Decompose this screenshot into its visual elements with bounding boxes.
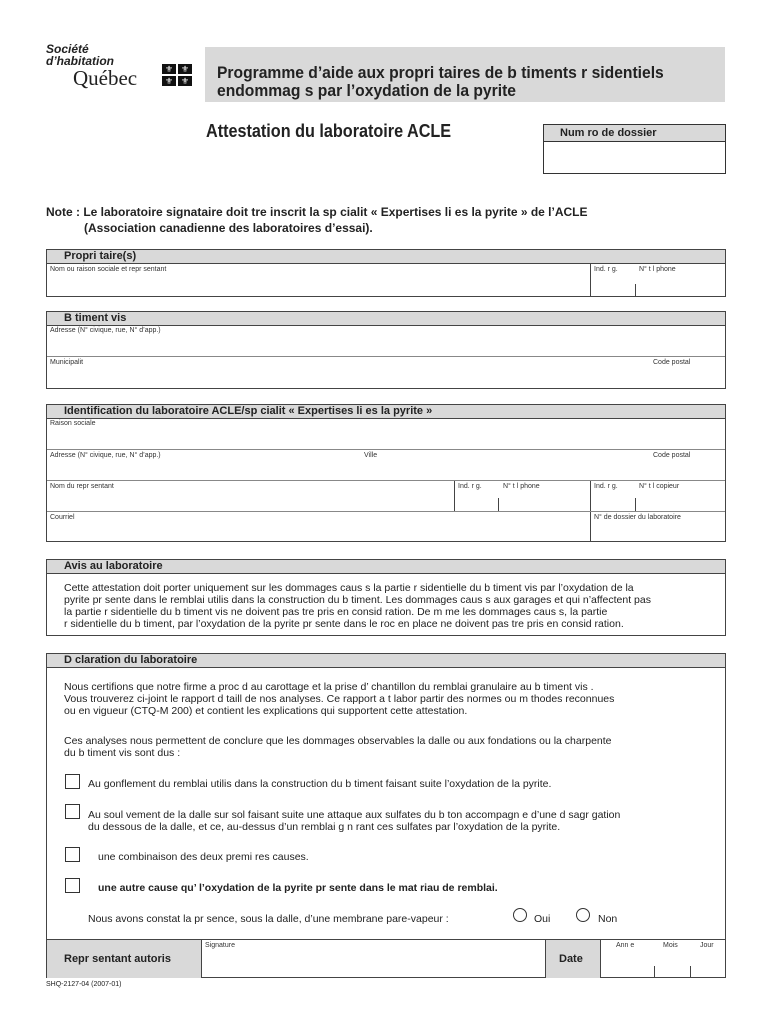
lab-dossier-label: N° de dossier du laboratoire	[594, 514, 681, 521]
logo-societe: Société	[46, 42, 89, 56]
declaration-para1-line: ou en vigueur (CTQ-M 200) et contient les explications qui supportent cette attestation.	[64, 705, 468, 717]
lab-ind-label-1: Ind. r g.	[458, 483, 482, 490]
lab-address-label: Adresse (N° civique, rue, N° d’app.)	[50, 452, 161, 459]
building-address-field[interactable]	[47, 326, 725, 357]
owner-ind-label: Ind. r g.	[594, 266, 618, 273]
date-field[interactable]	[600, 940, 725, 978]
declaration-para2-line: du b timent vis sont dus :	[64, 747, 181, 759]
avis-line: Cette attestation doit porter uniquement sur les dommages caus s la partie r sidentielle du b timent vis par l’oxydation de la	[64, 582, 634, 594]
date-label-cell	[545, 940, 601, 978]
owner-name-field[interactable]	[47, 264, 590, 296]
laboratoire-header: Identification du laboratoire ACLE/sp cialit « Expertises li es la pyrite »	[47, 405, 725, 419]
section-laboratoire	[46, 404, 726, 542]
section-proprietaires	[46, 249, 726, 297]
building-postal-field[interactable]	[647, 357, 725, 388]
lab-tel-label: N° t l phone	[503, 483, 540, 490]
lab-ind-label-2: Ind. r g.	[594, 483, 618, 490]
avis-line: la partie r sidentielle du b timent vis ne doivent pas tre pris en consid ration. De m me les dommages caus s, la partie	[64, 606, 608, 618]
lab-ville-field[interactable]	[359, 450, 649, 480]
logo-quebec: Québec	[73, 66, 138, 90]
lab-rep-field[interactable]	[47, 481, 454, 511]
building-address-label: Adresse (N° civique, rue, N° d’app.)	[50, 327, 161, 334]
declaration-para2-line: Ces analyses nous permettent de conclure que les dommages observables la dalle ou aux fondations ou la charpente	[64, 735, 612, 747]
signature-field[interactable]	[202, 940, 544, 978]
lab-postal-label: Code postal	[653, 452, 691, 459]
lab-phone-field[interactable]	[455, 481, 590, 511]
membrane-oui-radio[interactable]	[513, 908, 527, 922]
avis-header: Avis au laboratoire	[47, 560, 725, 574]
owner-name-label: Nom ou raison sociale et repr sentant	[50, 266, 167, 273]
option1-checkbox[interactable]	[65, 774, 80, 789]
lab-rep-label: Nom du repr sentant	[50, 483, 114, 490]
membrane-non-label: Non	[598, 913, 618, 925]
membrane-oui-label: Oui	[534, 913, 551, 925]
form-title: Attestation du laboratoire ACLE	[206, 121, 452, 141]
option3-label: une combinaison des deux premi res causes.	[98, 851, 309, 863]
logo-habitation: d’habitation	[46, 54, 114, 68]
rep-label: Repr sentant autoris	[64, 953, 171, 965]
lab-fax-field[interactable]	[591, 481, 725, 511]
lab-dossier-field[interactable]	[591, 512, 725, 541]
dossier-number-box	[543, 124, 726, 174]
option2-checkbox[interactable]	[65, 804, 80, 819]
declaration-para1-line: Nous certifions que notre firme a proc d au carottage et la prise d’ chantillon du remblai granulaire au b timent vis .	[64, 681, 594, 693]
owner-tel-label: N° t l phone	[639, 266, 676, 273]
membrane-non-radio[interactable]	[576, 908, 590, 922]
membrane-question: Nous avons constat la pr sence, sous la dalle, d’une membrane pare-vapeur :	[88, 913, 449, 925]
avis-line: pyrite pr sente dans le remblai utilis dans la construction du b timent. Les dommages caus s aux garages et qui n’affectent pas	[64, 594, 651, 606]
lab-courriel-field[interactable]	[47, 512, 590, 541]
option4-checkbox[interactable]	[65, 878, 80, 893]
note-line1: Note : Le laboratoire signataire doit tre inscrit la sp cialit « Expertises li es la pyrite » de l’ACLE	[46, 205, 588, 219]
dossier-number-label: Num ro de dossier	[544, 125, 725, 142]
proprietaires-header: Propri taire(s)	[47, 250, 725, 264]
rep-label-cell	[47, 940, 201, 978]
note-line2: (Association canadienne des laboratoires d’essai).	[84, 221, 373, 235]
municipalite-field[interactable]	[47, 357, 647, 388]
date-label: Date	[559, 953, 583, 965]
program-title-box	[205, 47, 725, 102]
program-title-line2: endommag s par l’oxydation de la pyrite	[217, 81, 516, 100]
avis-line: r sidentielle du b timent, par l’oxydation de la pyrite pr sente dans le roc en place ne doivent pas tre pris en consid ration.	[64, 618, 624, 630]
signature-label: Signature	[205, 942, 235, 949]
signature-row	[47, 939, 725, 978]
declaration-header: D claration du laboratoire	[47, 654, 725, 668]
annee-label: Ann e	[616, 942, 635, 949]
lab-courriel-label: Courriel	[50, 514, 75, 521]
section-batiment	[46, 311, 726, 389]
form-code: SHQ-2127-04 (2007-01)	[46, 981, 122, 988]
lab-raison-field[interactable]	[47, 419, 725, 450]
lab-postal-field[interactable]	[649, 450, 725, 480]
declaration-para1-line: Vous trouverez ci-joint le rapport d taill de nos analyses. Ce rapport a t labor partir des normes ou m thodes reconnues	[64, 693, 615, 705]
building-postal-label: Code postal	[653, 359, 691, 366]
mois-label: Mois	[663, 942, 678, 949]
dossier-number-field[interactable]	[544, 142, 725, 173]
lab-raison-label: Raison sociale	[50, 420, 96, 427]
option2-label-line2: du dessous de la dalle, et ce, au-dessus d’un remblai g n rant ces sulfates par l’oxydation de la pyrite.	[88, 821, 561, 833]
section-declaration	[46, 653, 726, 978]
quebec-flag-icon: ⚜ ⚜ ⚜ ⚜	[162, 64, 192, 86]
program-title-line1: Programme d’aide aux propri taires de b timents r sidentiels	[217, 63, 664, 82]
option4-label: une autre cause qu’ l’oxydation de la pyrite pr sente dans le mat riau de remblai.	[98, 882, 498, 894]
municipalite-label: Municipalit	[50, 359, 84, 366]
lab-fax-label: N° t l copieur	[639, 483, 680, 490]
lab-address-row	[47, 450, 725, 481]
batiment-header: B timent vis	[47, 312, 725, 326]
option2-label-line1: Au soul vement de la dalle sur sol faisant suite une attaque aux sulfates du b ton accompagn e d’une d sagr gation	[88, 809, 621, 821]
section-avis	[46, 559, 726, 636]
lab-address-field[interactable]	[47, 450, 357, 480]
lab-rep-row	[47, 481, 725, 512]
owner-phone-field[interactable]	[591, 264, 725, 296]
option3-checkbox[interactable]	[65, 847, 80, 862]
jour-label: Jour	[700, 942, 714, 949]
option1-label: Au gonflement du remblai utilis dans la construction du b timent faisant suite l’oxydation de la pyrite.	[88, 778, 552, 790]
lab-ville-label: Ville	[364, 452, 378, 459]
